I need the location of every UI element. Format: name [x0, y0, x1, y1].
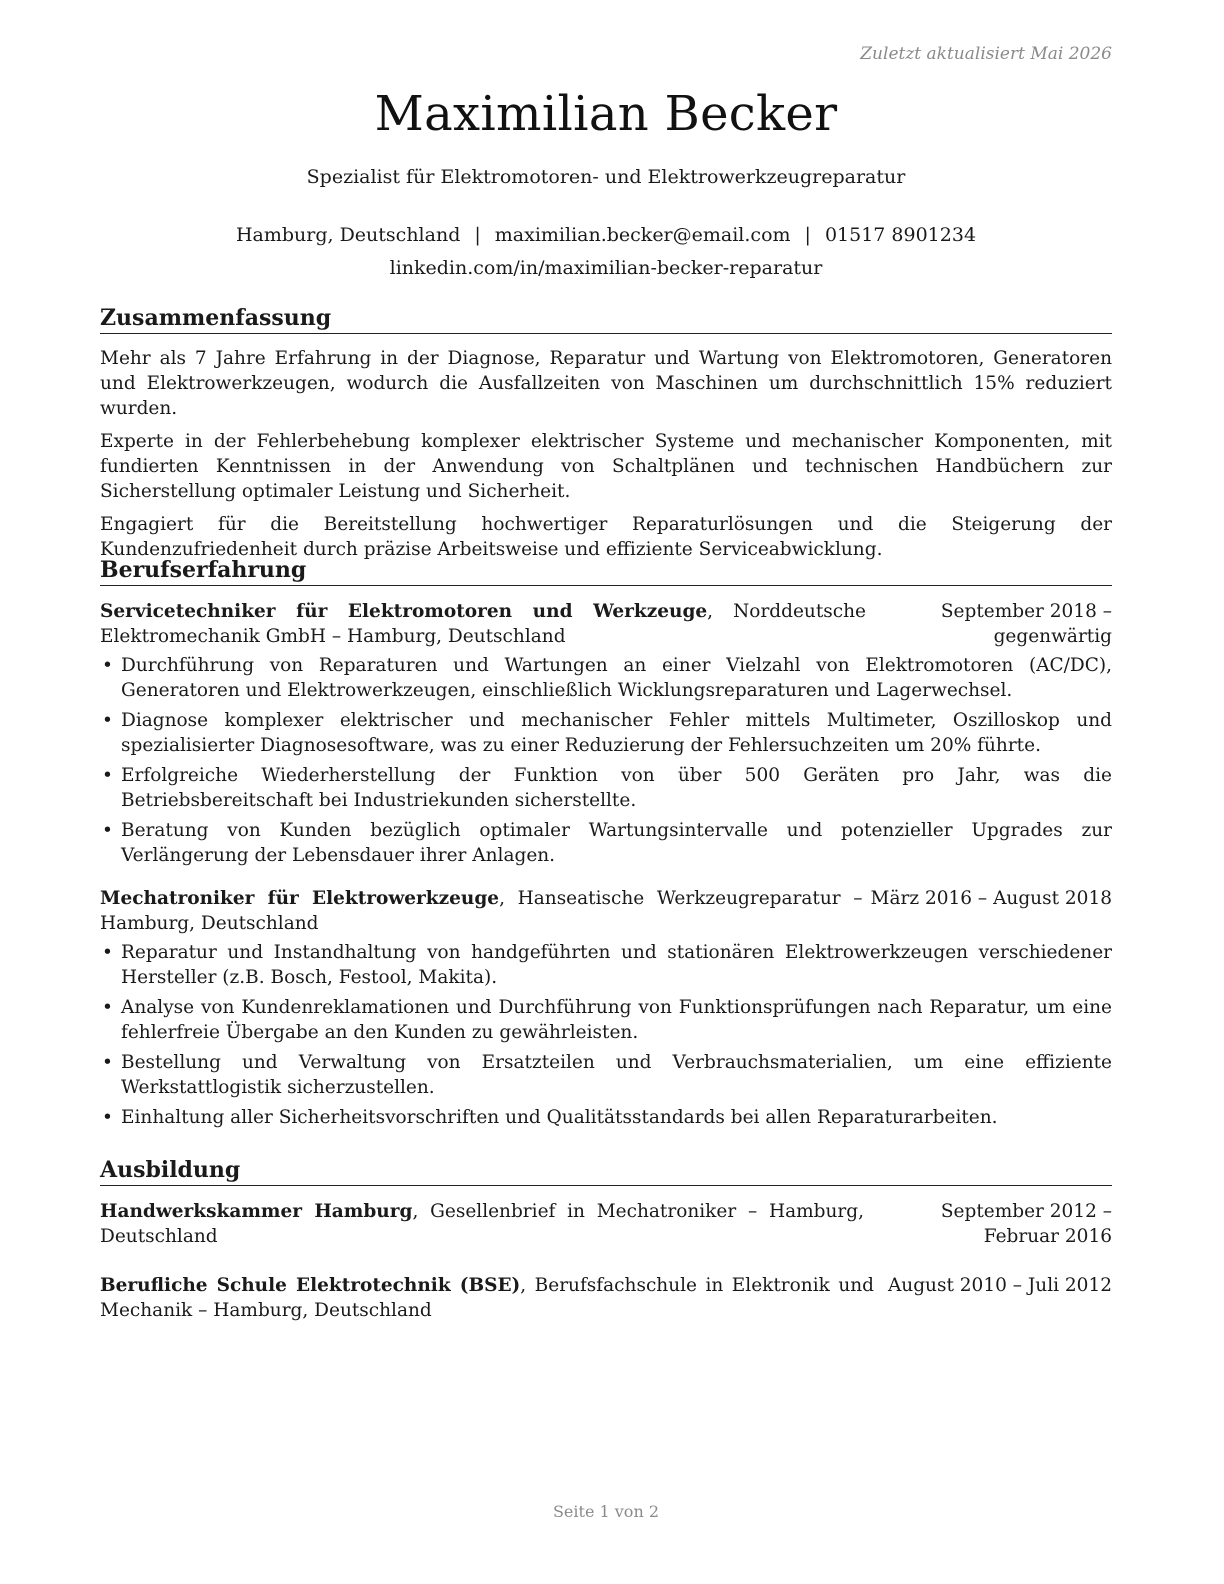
job-role: Mechatroniker für Elektrowerkzeuge: [100, 888, 500, 909]
job-header: [100, 886, 1112, 936]
experience-section: [100, 556, 1112, 1135]
contact-location: Hamburg, Deutschland: [235, 224, 461, 246]
education-heading: Ausbildung: [100, 1156, 1112, 1186]
job-header: [100, 599, 1112, 649]
education-dates: September 2012 – Februar 2016: [940, 1201, 1112, 1247]
contact-block: [100, 219, 1112, 285]
candidate-name: Maximilian Becker: [374, 86, 838, 142]
resume-page: [100, 0, 1112, 1584]
list-item: • Erfolgreiche Wiederherstellung der Funktion von über 500 Geräten pro Jahr, was die Betriebsbereitschaft bei Industriekunden sicherstellte.: [100, 763, 1112, 813]
education-details: , Gesellenbrief in Mechatroniker – Hamburg, Deutschland: [100, 1201, 864, 1247]
list-item: • Diagnose komplexer elektrischer und mechanischer Fehler mittels Multimeter, Oszilloskop und spezialisierter Diagnosesoftware, was zu einer Reduzierung der Fehlersuchzeiten um 20% führte.: [100, 708, 1112, 758]
education-entry: [100, 1273, 1112, 1323]
job-dates: September 2018 – gegenwärtig: [940, 601, 1112, 647]
job-info: [100, 886, 863, 936]
job-dates: März 2016 – August 2018: [870, 888, 1112, 909]
list-item: • Analyse von Kundenreklamationen und Durchführung von Funktionsprüfungen nach Reparatur, um eine fehlerfreie Übergabe an den Kunden zu gewährleisten.: [100, 995, 1112, 1045]
summary-paragraph: Engagiert für die Bereitstellung hochwertiger Reparaturlösungen und die Steigerung der Kundenzufriedenheit durch präzise Arbeitsweise und effiziente Serviceabwicklung.: [100, 514, 1112, 560]
contact-separator: |: [474, 224, 481, 246]
summary-paragraph: Mehr als 7 Jahre Erfahrung in der Diagnose, Reparatur und Wartung von Elektromotoren, Generatoren und Elektrowerkzeugen, wodurch die Ausfallzeiten von Maschinen um durchschnittlich 15% reduziert wurden.: [100, 348, 1112, 419]
job-title: Spezialist für Elektromotoren- und Elektrowerkzeugreparatur: [306, 166, 906, 188]
job-employer: , Hanseatische Werkzeugreparatur – Hamburg, Deutschland: [100, 888, 863, 934]
job-role: Servicetechniker für Elektromotoren und Werkzeuge: [100, 601, 708, 622]
page-number: Seite 1 von 2: [552, 1502, 660, 1521]
list-item: • Beratung von Kunden bezüglich optimaler Wartungsintervalle und potenzieller Upgrades zur Verlängerung der Lebensdauer ihrer Anlagen.: [100, 818, 1112, 868]
list-item: • Reparatur und Instandhaltung von handgeführten und stationären Elektrowerkzeugen verschiedener Hersteller (z.B. Bosch, Festool, Makita).: [100, 940, 1112, 990]
contact-line: [100, 219, 1112, 252]
summary-heading: Zusammenfassung: [100, 304, 1112, 334]
contact-linkedin[interactable]: linkedin.com/in/maximilian-becker-reparatur: [389, 257, 823, 279]
job-employer: , Norddeutsche Elektromechanik GmbH – Hamburg, Deutschland: [100, 601, 866, 647]
education-details: , Berufsfachschule in Elektronik und Mechanik – Hamburg, Deutschland: [100, 1275, 874, 1321]
last-updated: Zuletzt aktualisiert Mai 2026: [860, 44, 1112, 64]
education-school: Handwerkskammer Hamburg: [100, 1201, 413, 1222]
summary-section: [100, 304, 1112, 562]
education-info: [100, 1199, 864, 1249]
list-item: • Einhaltung aller Sicherheitsvorschriften und Qualitätsstandards bei allen Reparaturarbeiten.: [100, 1105, 1112, 1130]
experience-heading: Berufserfahrung: [100, 556, 1112, 586]
education-school: Berufliche Schule Elektrotechnik (BSE): [100, 1275, 521, 1296]
contact-phone[interactable]: 01517 8901234: [824, 224, 977, 246]
job-info: [100, 599, 866, 649]
contact-email[interactable]: maximilian.becker@email.com: [494, 224, 791, 246]
education-info: [100, 1273, 874, 1323]
list-item: • Bestellung und Verwaltung von Ersatzteilen und Verbrauchsmaterialien, um eine effiziente Werkstattlogistik sicherzustellen.: [100, 1050, 1112, 1100]
education-section: [100, 1156, 1112, 1323]
list-item: • Durchführung von Reparaturen und Wartungen an einer Vielzahl von Elektromotoren (AC/DC), Generatoren und Elektrowerkzeugen, einschließlich Wicklungsreparaturen und Lagerwechsel.: [100, 653, 1112, 703]
education-entry: [100, 1199, 1112, 1249]
summary-paragraph: Experte in der Fehlerbehebung komplexer elektrischer Systeme und mechanischer Komponenten, mit fundierten Kenntnissen in der Anwendung von Schaltplänen und technischen Handbüchern zur Sicherstellung optimaler Leistung und Sicherheit.: [100, 431, 1112, 502]
job-bullets: [100, 653, 1112, 868]
contact-separator: |: [804, 224, 811, 246]
education-dates: August 2010 – Juli 2012: [887, 1275, 1112, 1296]
job-bullets: [100, 940, 1112, 1130]
